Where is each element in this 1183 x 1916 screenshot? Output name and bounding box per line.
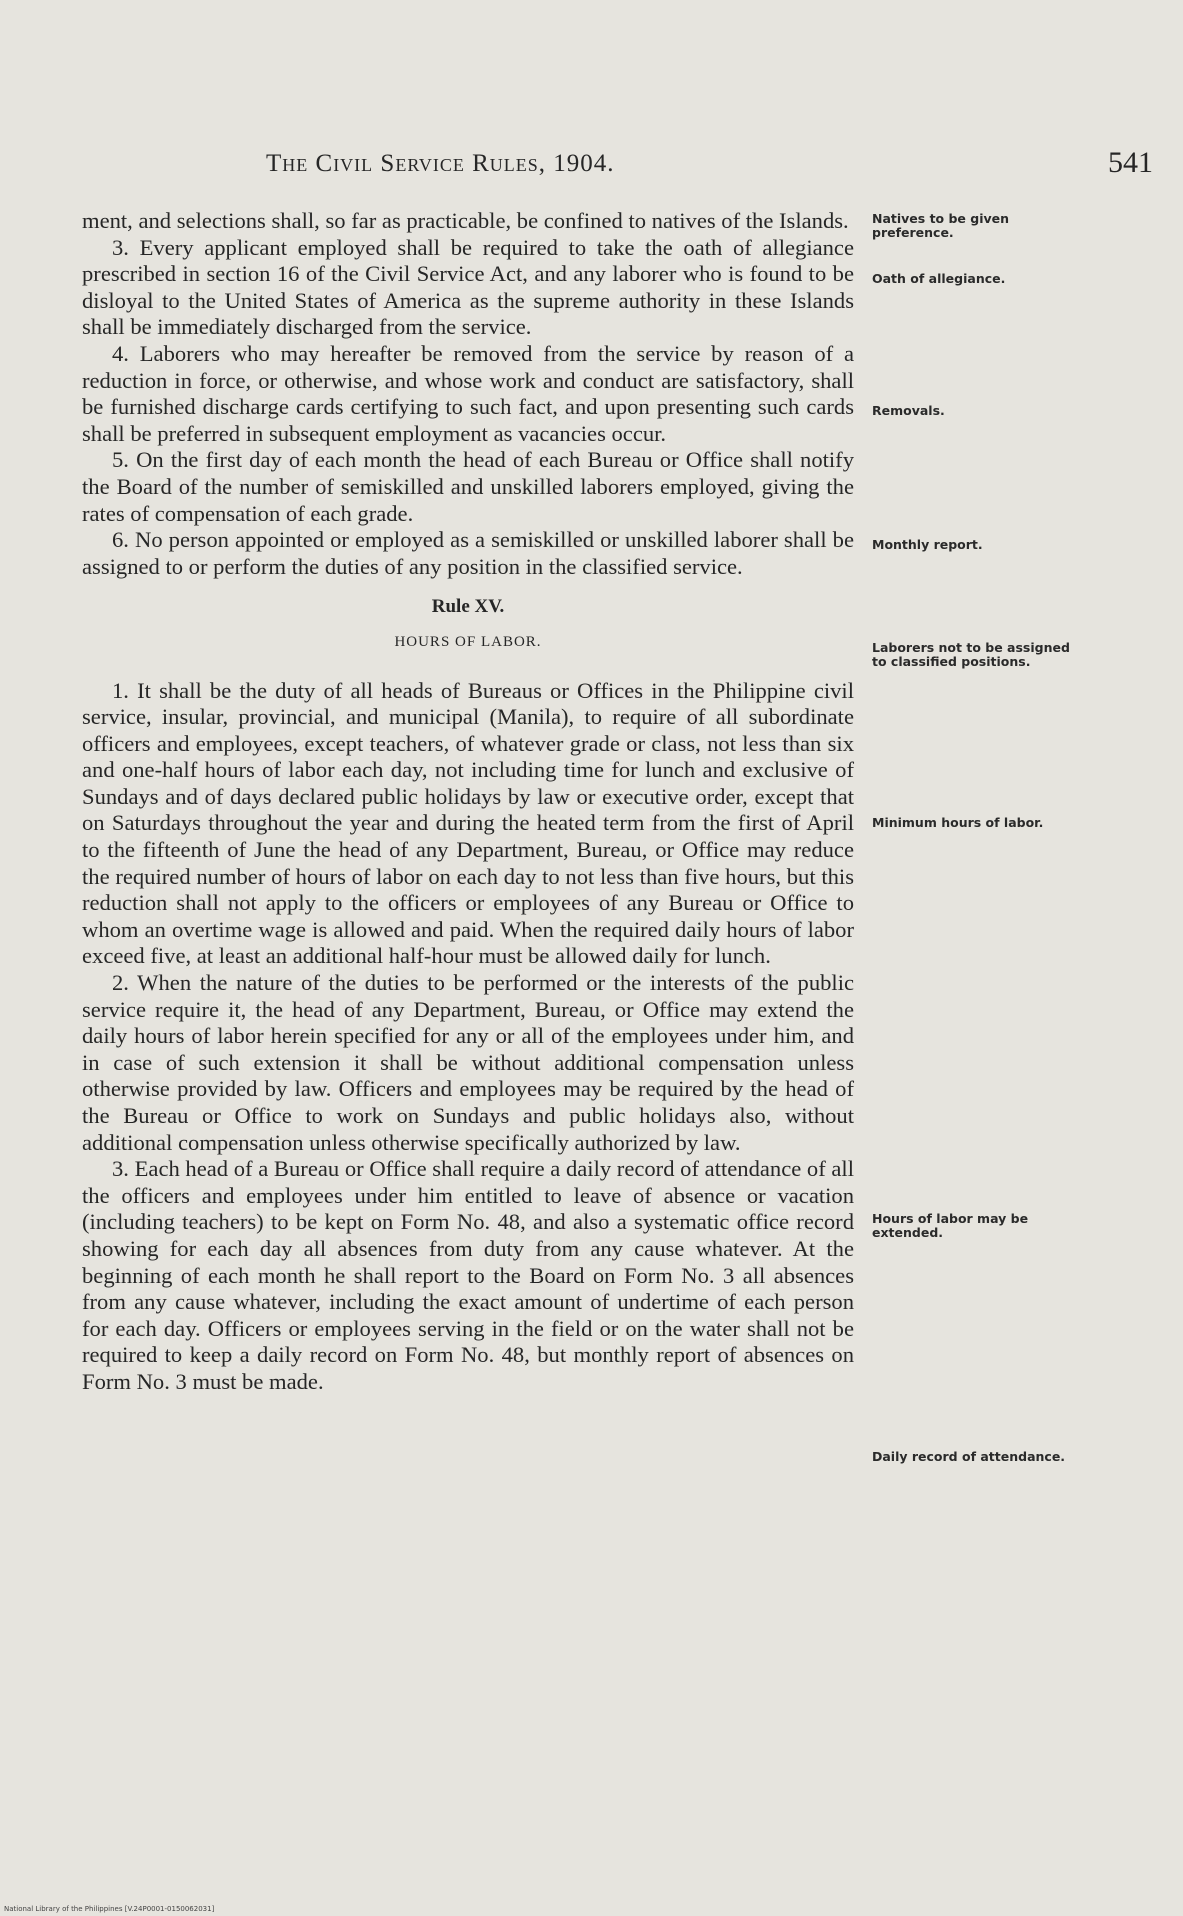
- rule-paragraph-3: 3. Each head of a Bureau or Office shall require a daily record of attendance of all the officers and employees under him entitled to leave of absence or vacation (including teachers) to be kept on Form No. 48, and also a systematic office record showing for each day all absences from duty from any cause whatever. At the beginning of each month he shall report to the Board on Form No. 3 all absences from any cause whatever, including the exact amount of undertime of each person for each day. Officers or employees serving in the field or on the water shall not be required to keep a daily record on Form No. 48, but monthly report of absences on Form No. 3 must be made.: [82, 1156, 854, 1394]
- page-header: [0, 146, 1183, 186]
- paragraph-6: 6. No person appointed or employed as a semiskilled or unskilled laborer shall be assigned to or perform the duties of any position in the classified service.: [82, 527, 854, 579]
- sidenote-daily-record: Daily record of attendance.: [872, 1449, 1066, 1464]
- paragraph-continuation: ment, and selections shall, so far as practicable, be confined to natives of the Islands.: [82, 208, 849, 233]
- running-title: The Civil Service Rules, 1904.: [266, 150, 615, 177]
- rule-paragraph-2: 2. When the nature of the duties to be performed or the interests of the public service require it, the head of any Department, Bureau, or Office may extend the daily hours of labor herein specified for any or all of the employees under him, and in case of such extension it shall be without additional compensation unless otherwise provided by law. Officers and employees may be required by the head of the Bureau or Office to work on Sundays and public holidays also, without additional compensation unless otherwise specifically authorized by law.: [82, 970, 854, 1155]
- rule-paragraph-1: 1. It shall be the duty of all heads of Bureaus or Offices in the Philippine civil service, insular, provincial, and municipal (Manila), to require of all subordinate officers and employees, except teachers, of whatever grade or class, not less than six and one-half hours of labor each day, not including time for lunch and exclusive of Sundays and of days declared public holidays by law or executive order, except that on Saturdays throughout the year and during the heated term from the first of April to the fifteenth of June the head of any Department, Bureau, or Office may reduce the required number of hours of labor on each day to not less than five hours, but this reduction shall not apply to the officers or employees of any Bureau or Office to whom an overtime wage is allowed and paid. When the required daily hours of labor exceed five, at least an additional half-hour must be allowed daily for lunch.: [82, 677, 854, 969]
- sidenote-minimum-hours: Minimum hours of labor.: [872, 815, 1044, 830]
- page-number: 541: [1108, 146, 1153, 179]
- paragraph-5: 5. On the first day of each month the head of each Bureau or Office shall notify the Board of the number of semiskilled and unskilled laborers employed, giving the rates of compensation of each grade.: [82, 447, 854, 526]
- sidenote-removals: Removals.: [872, 403, 945, 418]
- footer-note: National Library of the Philippines [V.24P0001-0150062031]: [4, 1905, 215, 1913]
- paragraph-4: 4. Laborers who may hereafter be removed from the service by reason of a reduction in force, or otherwise, and whose work and conduct are satisfactory, shall be furnished discharge cards certifying to such fact, and upon presenting such cards shall be preferred in subsequent employment as vacancies occur.: [82, 340, 854, 446]
- body-text: [82, 208, 854, 1396]
- sidenote-monthly-report: Monthly report.: [872, 537, 983, 552]
- paragraph-3: 3. Every applicant employed shall be required to take the oath of allegiance prescribed in section 16 of the Civil Service Act, and any laborer who is found to be disloyal to the United States of America as the supreme authority in these Islands shall be immediately discharged from the service.: [82, 234, 854, 340]
- sidenote-hours-extended: Hours of labor may be extended.: [872, 1211, 1029, 1240]
- sidenote-laborers: Laborers not to be assigned to classified positions.: [872, 640, 1070, 669]
- rule-title: Rule XV.: [431, 596, 505, 618]
- sidenote-natives: Natives to be given preference.: [872, 211, 1010, 240]
- rule-subtitle: HOURS OF LABOR.: [394, 633, 542, 650]
- sidenote-oath: Oath of allegiance.: [872, 271, 1006, 286]
